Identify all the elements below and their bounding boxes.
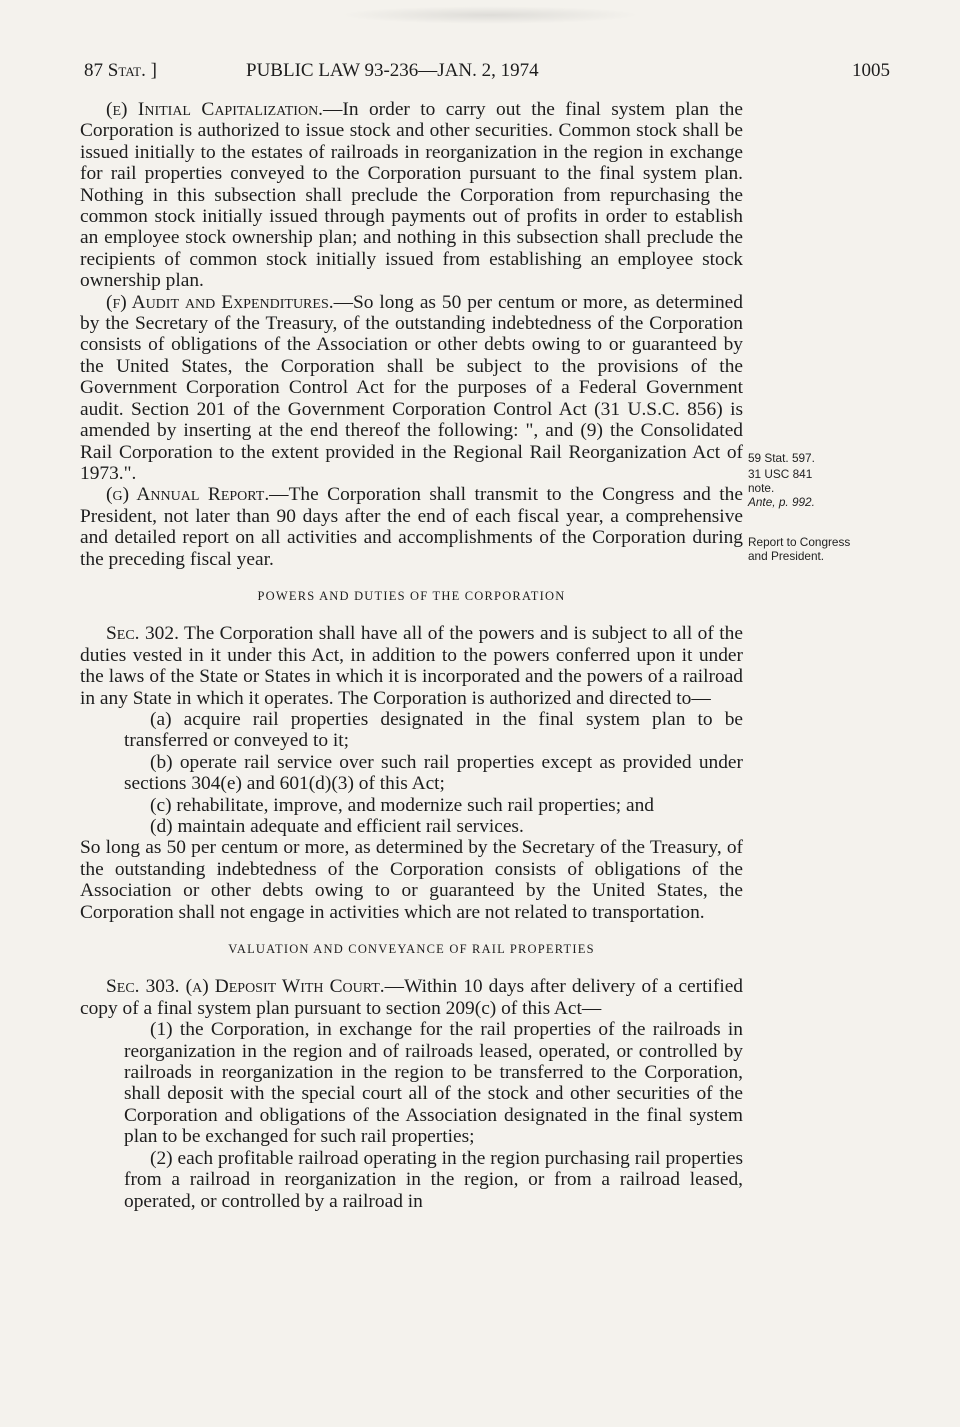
- statute-volume: 87 Stat. ]: [84, 60, 157, 81]
- page-title: PUBLIC LAW 93-236—JAN. 2, 1974: [246, 60, 539, 81]
- list-item-b: (b) operate rail service over such rail properties except as provided under sections 304(e) and 601(d)(3) of this Act;: [124, 751, 743, 795]
- paragraph-f: [80, 292, 743, 485]
- section-302-closing: So long as 50 per centum or more, as determined by the Secretary of the Treasury, of the outstanding indebtedness of the Corporation consists of obligations of the Association or other debts owing to or guaranteed by the United States, the Corporation shall not engage in activities which are not related to transportation.: [80, 837, 743, 923]
- list-item-c: (c) rehabilitate, improve, and modernize such rail properties; and: [150, 794, 654, 816]
- paragraph-e: [80, 99, 743, 292]
- paragraph-g-text: —The Corporation shall transmit to the Congress and the President, not later than 90 days after the end of each fiscal year, a comprehensive and detailed report on all activities and accomplishments of the Corporation during the preceding fiscal year.: [80, 484, 743, 570]
- scan-smudge: [340, 6, 640, 24]
- list-item-a: (a) acquire rail properties designated in the final system plan to be transferred or conveyed to it;: [124, 708, 743, 752]
- margin-note-ante: Ante, p. 992.: [748, 495, 815, 509]
- main-text: [80, 99, 743, 1212]
- list-item-1: (1) the Corporation, in exchange for the rail properties of the railroads in reorganization in the region and of railroads leased, operated, or controlled by railroads in reorganization in the region to be transferred to the Corporation, shall deposit with the special court all of the stock and other securities of the Corporation and obligations of the Association designated in the final system plan to be exchanged for such rail properties;: [124, 1019, 743, 1148]
- section-302-label: Sec. 302.: [106, 623, 179, 645]
- page-number: 1005: [852, 60, 890, 81]
- margin-note-stat: 59 Stat. 597.: [748, 451, 815, 465]
- heading-valuation: VALUATION AND CONVEYANCE OF RAIL PROPERTIES: [228, 942, 595, 957]
- list-item-2: (2) each profitable railroad operating in the region purchasing rail properties from a railroad in reorganization in the region, or from a railroad leased, operated, or controlled by a railroad in: [124, 1147, 743, 1212]
- section-303-label: Sec. 303.: [106, 976, 180, 998]
- section-303-a-text: —Within 10 days after delivery of a certified copy of a final system plan pursuant to section 209(c) of this Act—: [80, 976, 744, 1019]
- section-303: [80, 976, 743, 1019]
- paragraph-e-text: —In order to carry out the final system plan the Corporation is authorized to issue stock and other securities. Common stock shall be issued initially to the estates of railroads in reorganization in the region in exchange for rail properties conveyed to the Corporation pursuant to the final system plan. Nothing in this subsection shall preclude the Corporation from repurchasing the common stock initially issued through payments out of profits in order to establish an employee stock ownership plan; and nothing in this subsection shall preclude the recipients of common stock initially issued from establishing an employee stock ownership plan.: [80, 99, 743, 292]
- section-303-a-heading: (a) Deposit With Court.: [179, 976, 385, 998]
- list-item-d: (d) maintain adequate and efficient rail services.: [150, 816, 524, 837]
- paragraph-f-heading: (f) Audit and Expenditures.: [106, 291, 334, 313]
- margin-note-usc: 31 USC 841 note.: [748, 467, 813, 495]
- paragraph-g: [80, 484, 743, 570]
- heading-powers-duties: POWERS AND DUTIES OF THE CORPORATION: [257, 588, 566, 603]
- section-302: [80, 623, 743, 709]
- paragraph-e-heading: (e) Initial Capitalization.: [106, 99, 324, 120]
- paragraph-g-heading: (g) Annual Report.: [106, 484, 270, 506]
- paragraph-f-text: —So long as 50 per centum or more, as determined by the Secretary of the Treasury, of the outstanding indebtedness of the Corporation consists of obligations of the Association or other debts owing to or guaranteed by the United States, the Corporation shall be subject to the provisions of the Government Corporation Control Act for the purposes of a Federal Government audit. Section 201 of the Government Corporation Control Act (31 U.S.C. 856) is amended by inserting at the end thereof the following: ", and (9) the Consolidated Rail Corporation to the extent provided in the Regional Rail Reorganization Act of 1973.".: [80, 291, 743, 484]
- section-302-text: The Corporation shall have all of the powers and is subject to all of the duties vested in it under this Act, in addition to the powers conferred upon it under the laws of the State or States in which it is incorporated and the powers of a railroad in any State in which it operates. The Corporation is authorized and directed to—: [80, 623, 743, 709]
- margin-note-report: Report to Congress and President.: [748, 535, 851, 563]
- page-header: [84, 60, 890, 86]
